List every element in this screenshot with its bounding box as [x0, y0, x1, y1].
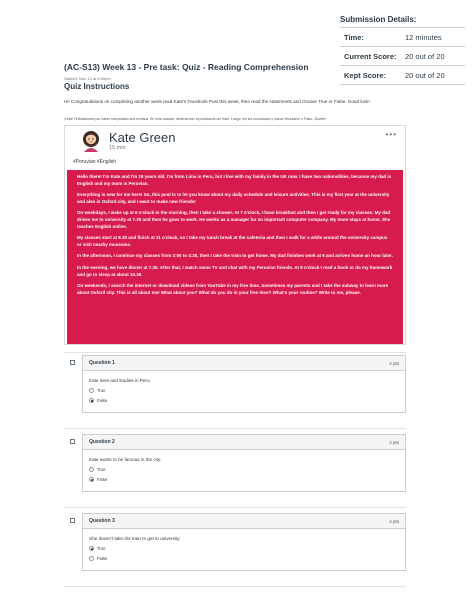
answer-label: False: [97, 398, 108, 403]
question-name: Question 2: [89, 439, 115, 445]
question-text: Kate lives and studies in Peru.: [89, 378, 151, 383]
post-paragraph: Hello there! I'm Kate and I'm 18 years old. I'm from Lima in Peru, but I live with my family in the UK now. I have two nationalities, because my dad is English and my mom is Peruvian.: [77, 174, 392, 186]
answer-label: False: [97, 556, 108, 561]
flag-question-icon[interactable]: [70, 439, 75, 444]
question-name: Question 3: [89, 518, 115, 524]
question-3: [82, 513, 406, 571]
submission-label: Time:: [344, 32, 364, 42]
flag-question-icon[interactable]: [70, 518, 75, 523]
divider: [64, 352, 406, 353]
question-points: 2 pts: [389, 439, 399, 445]
submission-value: 20 out of 20: [405, 51, 445, 61]
submission-label: Current Score:: [344, 51, 397, 61]
question-2: [82, 434, 406, 492]
question-name: Question 1: [89, 360, 115, 366]
radio-button-selected[interactable]: [89, 477, 94, 482]
submission-details: [340, 8, 465, 85]
question-1: [82, 355, 406, 413]
post-body: [67, 170, 403, 344]
submission-row-current-score: [340, 47, 465, 66]
answer-option-true[interactable]: [89, 546, 405, 551]
question-text: Kate wants to be famous in the city.: [89, 457, 162, 462]
post-paragraph: My classes start at 8.30 and finish at 11 o'clock, so I take my lunch break at the cafeteria and then I walk for a while around the university campus or visit nearby museums.: [77, 235, 388, 247]
answer-option-true[interactable]: [89, 388, 405, 393]
answer-option-false[interactable]: [89, 556, 405, 561]
submission-details-title: Submission Details:: [340, 8, 465, 28]
answer-option-false[interactable]: [89, 477, 405, 482]
question-points: 2 pts: [389, 360, 399, 366]
answer-label: True: [97, 388, 106, 393]
flag-question-icon[interactable]: [70, 360, 75, 365]
avatar: [81, 130, 101, 152]
more-options-icon[interactable]: •••: [385, 130, 397, 139]
post-paragraph: On weekdays, I wake up at 6 o'clock in the morning, then I take a shower. At 7 o'clock, I have breakfast and then I get ready for my classes. My dad drives me to university at 7.30 and then he goes to work. He works as a manager for an important computer company. My mom stays at home. She teaches English online.: [77, 210, 391, 229]
submission-value: 20 out of 20: [405, 70, 445, 80]
question-header: [83, 435, 405, 450]
question-points: 2 pts: [389, 518, 399, 524]
submission-row-time: [340, 28, 465, 47]
radio-button-selected[interactable]: [89, 546, 94, 551]
post-paragraph: In the evening, we have dinner at 7.30. After that, I watch some TV and chat with my Peruvian friends. At 9 o'clock I read a book or do my homework and go to sleep at about 10.30.: [77, 264, 393, 277]
question-text: She doesn't take the train to get to university.: [89, 536, 181, 541]
divider: [64, 428, 406, 429]
quiz-instructions-heading: Quiz Instructions: [64, 82, 130, 91]
question-header: [83, 514, 405, 529]
post-paragraph: On weekends, I search the internet or download videos from YouTube in my free time. Sometimes my parents and I take the subway to learn more about Oxford city. This is all about me! What about you? What do you do in your free time? What's your routine? Write to me, please.: [77, 283, 389, 295]
facebook-post-card: [64, 125, 406, 345]
radio-button-selected[interactable]: [89, 398, 94, 403]
radio-button[interactable]: [89, 467, 94, 472]
answer-label: False: [97, 477, 108, 482]
divider: [64, 586, 406, 587]
post-time: 15 min: [109, 145, 126, 151]
answer-option-true[interactable]: [89, 467, 405, 472]
radio-button[interactable]: [89, 556, 94, 561]
post-paragraph: Everything is new for me here! So, this post is to let you know about my daily schedule and leisure activities. This is my first year at the university and also in Oxford city, and I want to make new friends!: [77, 192, 390, 204]
quiz-intro-spanish: ¡Hola! Felicitaciones por haber completado otra semana. En esta ocasion, deberás leer la publicación de Kate. Luego, lee los enunciados y marca Verdadero o Falso. ¡Suerte!: [64, 117, 326, 121]
submission-row-kept-score: [340, 66, 465, 85]
submission-value: 12 minutes: [405, 32, 442, 42]
answer-label: True: [97, 467, 106, 472]
post-author-name: Kate Green: [109, 130, 176, 145]
post-header: [65, 126, 405, 156]
answer-label: True: [97, 546, 106, 551]
divider: [64, 507, 406, 508]
submission-label: Kept Score:: [344, 70, 387, 80]
quiz-started-time: Started: Nov 12 at 8:09pm: [64, 76, 111, 81]
post-paragraph: In the afternoon, I continue my classes from 2:00 to 4:30, then I take the train to get home. My dad finishes work at 6 and arrives home an hour later.: [77, 253, 393, 259]
radio-button[interactable]: [89, 388, 94, 393]
question-header: [83, 356, 405, 371]
quiz-title: (AC-S13) Week 13 - Pre task: Quiz - Reading Comprehension: [64, 62, 309, 72]
quiz-intro-text: Hi! Congratulations on completing another week.read Kate's Facebook Post this week, then read the statements and choose True or False. Good luck!: [64, 99, 370, 104]
post-hashtags: #Peruvian #English: [73, 159, 117, 165]
answer-option-false[interactable]: [89, 398, 405, 403]
